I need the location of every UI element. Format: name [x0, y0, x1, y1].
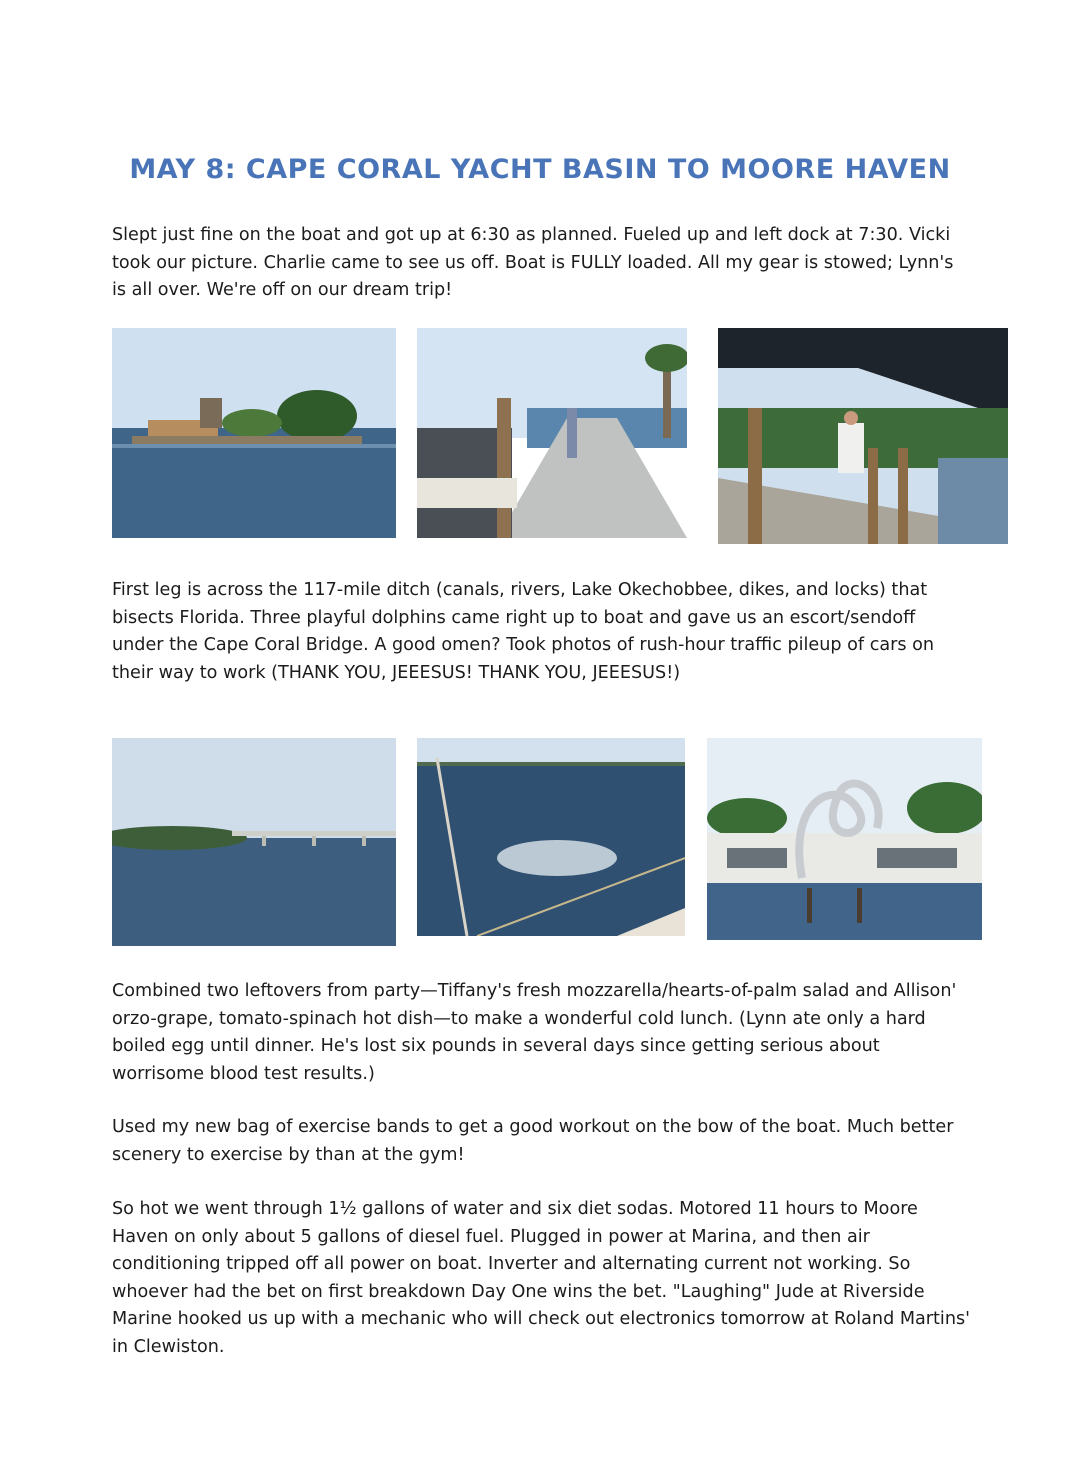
paragraph-breakdown: So hot we went through 1½ gallons of water and six diet sodas. Motored 11 hours to Moore Haven on only about 5 gallons of diesel fuel. Plugged in power at Marina, and then air conditioning tripped off all power on boat. Inverter and alternating current not working. So whoever had the bet on first breakdown Day One wins the bet. "Laughing" Jude at Riverside Marine hooked us up with a mechanic who will check out electronics tomorrow at Roland Martins' in Clewiston. — [112, 1199, 970, 1357]
paragraph-first-leg: First leg is across the 117-mile ditch (canals, rivers, Lake Okechobbee, dikes, and locks) that bisects Florida. Three playful dolphins came right up to boat and gave us an escort/sendoff under the Cape Coral Bridge. A good omen? Took photos of rush-hour traffic pileup of cars on their way to work (THANK YOU, JEEESUS! THANK YOU, JEEESUS!) — [112, 580, 935, 683]
paragraph-lunch: Combined two leftovers from party—Tiffany's fresh mozzarella/hearts-of-palm salad and Allison' orzo-grape, tomato-spinach hot dish—to make a wonderful cold lunch. (Lynn ate only a hard boiled egg until dinner. He's lost six pounds in several days since getting serious about worrisome blood test results.) — [112, 981, 957, 1084]
photo-boat-wake — [417, 738, 685, 936]
photo-waterfront-sculpture — [707, 738, 982, 940]
photo-man-on-dock — [718, 328, 1008, 544]
paragraph-departure: Slept just fine on the boat and got up at 6:30 as planned. Fueled up and left dock at 7:30. Vicki took our picture. Charlie came to see us off. Boat is FULLY loaded. All my gear is stowed; Lynn's is all over. We're off on our dream trip! — [112, 225, 954, 300]
paragraph-exercise: Used my new bag of exercise bands to get a good workout on the bow of the boat. Much better scenery to exercise by than at the gym! — [112, 1117, 954, 1165]
photo-cape-coral-bridge — [112, 738, 396, 946]
page-title: MAY 8: CAPE CORAL YACHT BASIN TO MOORE HAVEN — [129, 154, 951, 185]
photo-yacht-basin-island — [112, 328, 396, 538]
photo-fuel-dock — [417, 328, 687, 538]
